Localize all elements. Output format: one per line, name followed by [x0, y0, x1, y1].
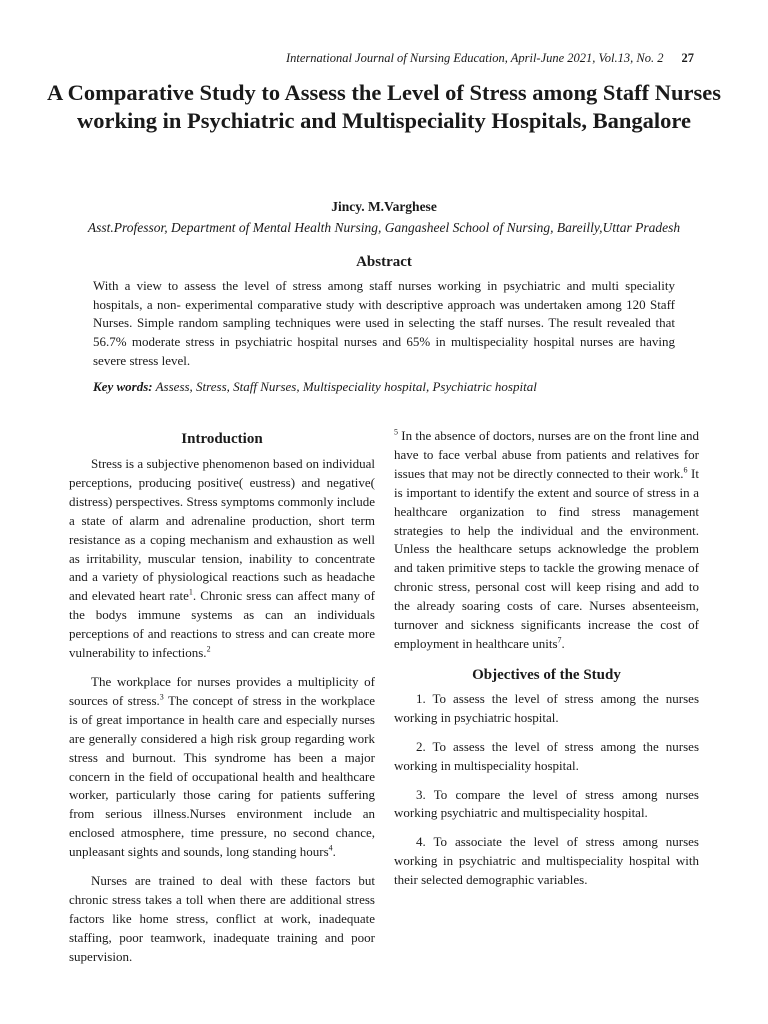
- right-column: [394, 427, 699, 900]
- intro-p2-text-a: The workplace for nurses provides a multiplicity of sources of stress.: [69, 673, 375, 708]
- citation-ref-5: 5: [394, 427, 398, 437]
- journal-citation: International Journal of Nursing Education, April-June 2021, Vol.13, No. 2: [285, 51, 664, 65]
- running-header: [0, 51, 694, 66]
- keywords-label: Key words:: [93, 379, 153, 394]
- citation-ref-6: 6: [683, 465, 688, 475]
- objective-item-2: 2. To assess the level of stress among the nurses working in multispeciality hospital.: [394, 738, 699, 773]
- intro-p2-text-c: .: [332, 844, 336, 860]
- intro-p2-text-b: The concept of stress in the workplace is of great importance in health care and especially nurses are generally considered a high risk group regarding work stress and burnout. This syndrome has been a major concern in the field of occupational health and healthcare worker, particularly those caring for patients suffering from serious illness.Nurses environment include an enclosed atmosphere, time pressure, no second chance, unpleasant sights and sounds, long standing hours: [69, 692, 375, 860]
- intro-p3-text-c: It is important to identify the extent and source of stress in a healthcare organization to find stress management strategies to help the individual and the environment. Unless the healthcare setups acknowledge the problem and taken primitive steps to tackle the growing menace of chronic stress, personal cost will keep rising and add to the already soaring costs of care. Nurses absenteeism, turnover and sickness significants increase the cost of employment in healthcare units: [394, 465, 699, 651]
- objective-item-1: 1. To assess the level of stress among the nurses working in psychiatric hospital.: [394, 690, 699, 725]
- intro-paragraph-3-cont: [394, 427, 699, 654]
- citation-ref-1: 1: [188, 588, 193, 598]
- citation-ref-4: 4: [328, 843, 333, 853]
- objectives-heading: Objectives of the Study: [472, 666, 621, 683]
- intro-p1-text-a: Stress is a subjective phenomenon based on individual perceptions, producing positive( eustress) and negative( distress) perspectives. Stress symptoms commonly include a state of alarm and adrenaline production, short term resistance as a coping mechanism and exhaustion as well as irritability, muscular tension, inability to concentrate and a variety of physiological reactions such as headache and elevated heart rate: [69, 456, 375, 604]
- intro-paragraph-2: [69, 673, 375, 862]
- abstract-text: With a view to assess the level of stress among staff nurses working in psychiatric and multi speciality hospitals, a non- experimental comparative study with descriptive approach was undertaken among 120 Staff Nurses. Simple random sampling techniques were used in selecting the staff nurses. The result revealed that 56.7% moderate stress in psychiatric hospital nurses and 65% in multispeciality hospital nurses are having severe stress level.: [93, 278, 675, 368]
- left-column: [69, 428, 375, 977]
- intro-p3-text-d: .: [561, 635, 565, 651]
- author-affiliation: Asst.Professor, Department of Mental Health Nursing, Gangasheel School of Nursing, Bareilly,Uttar Pradesh: [87, 220, 681, 235]
- intro-p3-text-b: In the absence of doctors, nurses are on the front line and have to face verbal abuse from patients and relatives for issues that may not be directly connected to their work.: [394, 428, 699, 481]
- introduction-heading: Introduction: [181, 431, 263, 447]
- article-title: A Comparative Study to Assess the Level of Stress among Staff Nurses working in Psychiatric and Multispeciality Hospitals, Bangalore: [47, 80, 721, 133]
- page-number: 27: [681, 51, 694, 65]
- keywords-text: Assess, Stress, Staff Nurses, Multispeciality hospital, Psychiatric hospital: [155, 379, 537, 394]
- intro-p3-text-a-left: Nurses are trained to deal with these factors but chronic stress takes a toll when there are additional stress factors like home stress, conflict at work, inadequate staffing, poor teamwork, inadequate training and poor supervision.: [69, 873, 375, 964]
- citation-ref-7: 7: [557, 635, 562, 645]
- intro-paragraph-1: [69, 455, 375, 663]
- abstract-heading: Abstract: [356, 254, 412, 270]
- objective-item-4: 4. To associate the level of stress among nurses working in psychiatric and multispeciality hospital with their selected demographic variables.: [394, 834, 699, 888]
- intro-p1-text-b: . Chronic sress can affect many of the bodys immune systems as can an individuals perceptions of and reactions to stress and can create more vulnerability to infections.: [69, 588, 375, 661]
- intro-paragraph-3-start: [69, 872, 375, 967]
- citation-ref-3: 3: [159, 692, 164, 702]
- citation-ref-2: 2: [206, 644, 211, 654]
- author-name: Jincy. M.Varghese: [331, 199, 437, 214]
- keywords: [93, 379, 675, 395]
- objective-item-3: 3. To compare the level of stress among nurses working psychiatric and multispeciality hospital.: [394, 786, 699, 821]
